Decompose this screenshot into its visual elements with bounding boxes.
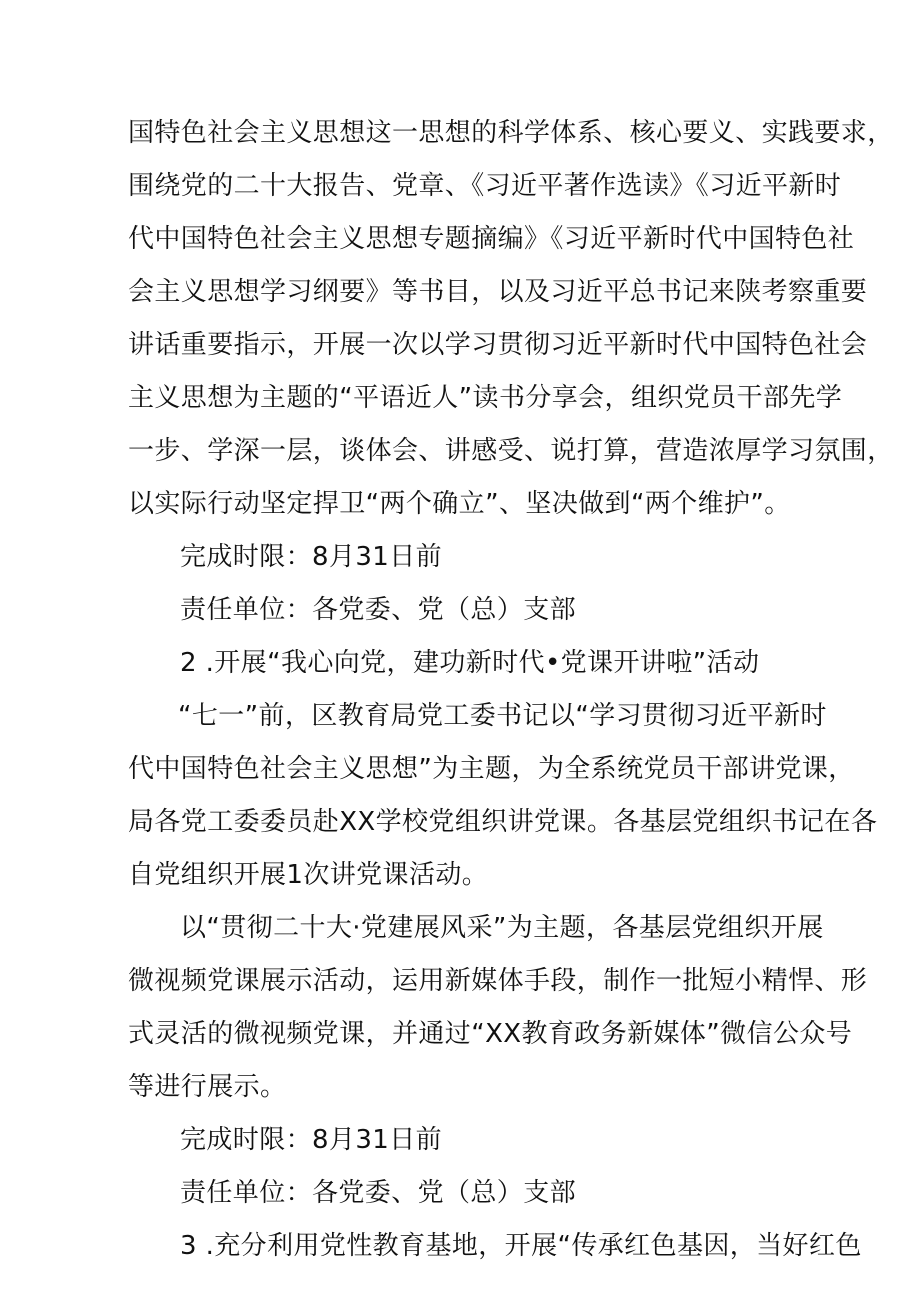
body-text-line: 会主义思想学习纲要》等书目，以及习近平总书记来陕考察重要 <box>128 277 868 307</box>
body-text-line: 等进行展示。 <box>128 1072 287 1102</box>
section-heading: 3 .充分利用党性教育基地，开展“传承红色基因，当好红色 <box>180 1231 862 1261</box>
responsible-unit-line: 责任单位：各党委、党（总）支部 <box>180 1178 577 1208</box>
body-text-line: 讲话重要指示，开展一次以学习贯彻习近平新时代中国特色社会 <box>128 330 868 360</box>
responsible-unit-line: 责任单位：各党委、党（总）支部 <box>180 595 577 625</box>
section-heading: 2 .开展“我心向党，建功新时代•党课开讲啦”活动 <box>180 648 760 678</box>
body-text-line: 代中国特色社会主义思想专题摘编》《习近平新时代中国特色社 <box>128 224 855 254</box>
body-text-line: 式灵活的微视频党课，并通过“XX教育政务新媒体”微信公众号 <box>128 1019 853 1049</box>
body-text-line: 主义思想为主题的“平语近人”读书分享会，组织党员干部先学 <box>128 383 843 413</box>
body-text-line: “七一”前，区教育局党工委书记以“学习贯彻习近平新时 <box>178 701 827 731</box>
deadline-line: 完成时限：8月31日前 <box>180 542 443 572</box>
body-text-line: 一步、学深一层，谈体会、讲感受、说打算，营造浓厚学习氛围， <box>128 436 894 466</box>
body-text-line: 自党组织开展1次讲党课活动。 <box>128 860 489 890</box>
body-text-line: 国特色社会主义思想这一思想的科学体系、核心要义、实践要求， <box>128 118 894 148</box>
body-text-line: 围绕党的二十大报告、党章、《习近平著作选读》《习近平新时 <box>128 171 842 201</box>
body-text-line: 以“贯彻二十大·党建展风采”为主题，各基层党组织开展 <box>180 913 824 943</box>
body-text-line: 以实际行动坚定捍卫“两个确立”、坚决做到“两个维护”。 <box>128 489 791 519</box>
body-text-line: 局各党工委委员赴XX学校党组织讲党课。各基层党组织书记在各 <box>128 807 878 837</box>
body-text-line: 代中国特色社会主义思想”为主题，为全系统党员干部讲党课， <box>128 754 855 784</box>
body-text-line: 微视频党课展示活动，运用新媒体手段，制作一批短小精悍、形 <box>128 966 868 996</box>
deadline-line: 完成时限：8月31日前 <box>180 1125 443 1155</box>
